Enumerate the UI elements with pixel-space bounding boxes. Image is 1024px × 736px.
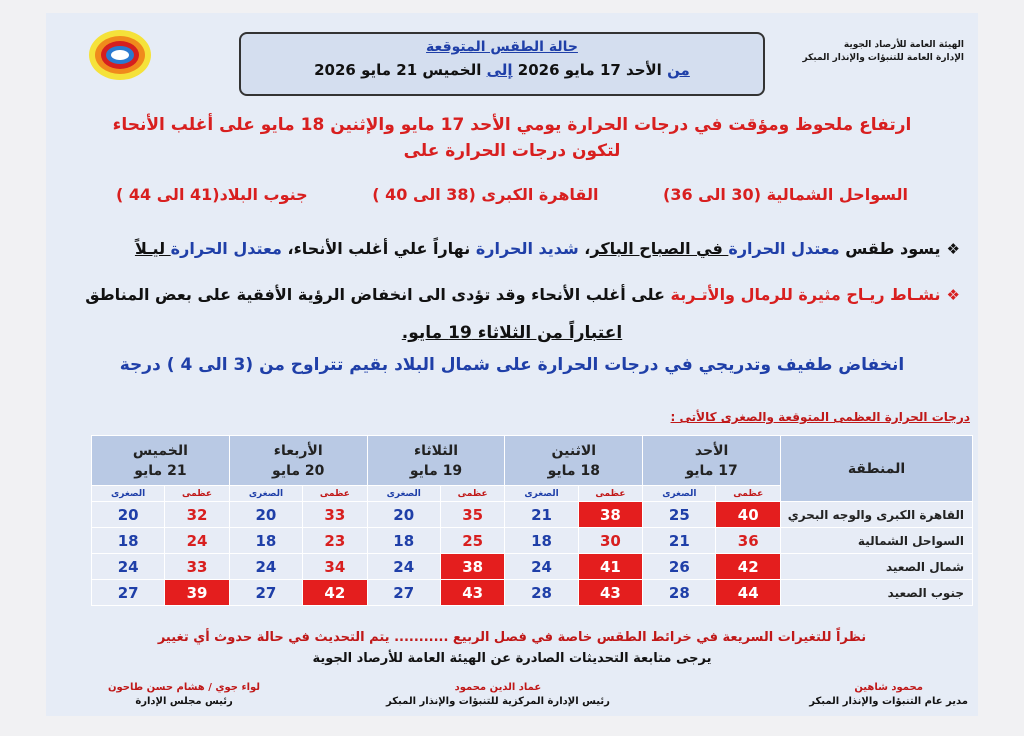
period-end: الخميس 21 مايو 2026 — [314, 61, 482, 79]
max-temp-cell: 35 — [440, 502, 505, 528]
min-temp-cell: 21 — [643, 528, 716, 554]
max-temp-cell: 38 — [440, 554, 505, 580]
min-temp-cell: 21 — [505, 502, 578, 528]
max-label: عظمى — [165, 486, 230, 502]
day-header: الاثنين 18 مايو — [505, 436, 643, 486]
max-label: عظمى — [303, 486, 368, 502]
max-temp-cell: 24 — [165, 528, 230, 554]
max-temp-cell: 34 — [303, 554, 368, 580]
region-name: القاهرة الكبرى والوجه البحري — [781, 502, 973, 528]
follow-updates-note: يرجى متابعة التحديثات الصادرة عن الهيئة العامة للأرصاد الجوية — [312, 651, 712, 666]
city-temperature-ranges — [116, 185, 908, 204]
signatory-name: عماد الدين محمود — [454, 682, 542, 693]
max-temp-cell: 43 — [578, 580, 643, 606]
signatory-role: رئيس الإدارة المركزية للتنبؤات والإنذار المبكر — [386, 696, 610, 707]
forecast-period — [241, 61, 763, 79]
min-temp-cell: 24 — [367, 554, 440, 580]
signature-block — [809, 681, 968, 709]
title-box — [239, 32, 765, 96]
min-temp-cell: 18 — [367, 528, 440, 554]
min-temp-cell: 27 — [229, 580, 302, 606]
max-temp-cell: 44 — [716, 580, 781, 606]
max-temp-cell: 32 — [165, 502, 230, 528]
signature-block — [386, 681, 610, 709]
max-temp-cell: 42 — [716, 554, 781, 580]
temperature-table — [91, 435, 973, 606]
organization-name — [802, 39, 964, 65]
max-label: عظمى — [578, 486, 643, 502]
max-temp-cell: 41 — [578, 554, 643, 580]
diamond-bullet-icon: ❖ — [946, 286, 960, 304]
max-temp-cell: 25 — [440, 528, 505, 554]
org-line-1: الهيئة العامة للأرصاد الجوية — [843, 40, 964, 50]
max-label: عظمى — [440, 486, 505, 502]
min-temp-cell: 24 — [92, 554, 165, 580]
min-temp-cell: 20 — [229, 502, 302, 528]
headline-line-1: ارتفاع ملحوظ ومؤقت في درجات الحرارة يومي الأحد 17 مايو والإثنين 18 مايو على أغلب الأنحاء — [112, 115, 912, 135]
day-header: الخميس 21 مايو — [92, 436, 230, 486]
max-temp-cell: 33 — [165, 554, 230, 580]
day-header: الثلاثاء 19 مايو — [367, 436, 505, 486]
min-label: الصغرى — [367, 486, 440, 502]
signatory-name: لواء جوي / هشام حسن طاحون — [108, 682, 261, 693]
min-temp-cell: 18 — [92, 528, 165, 554]
table-row — [92, 528, 973, 554]
cooling-note: انخفاض طفيف وتدريجي في درجات الحرارة على شمال البلاد بقيم تتراوح من (3 الى 4 ) درجة — [119, 355, 905, 375]
max-temp-cell: 38 — [578, 502, 643, 528]
region-name: جنوب الصعيد — [781, 580, 973, 606]
min-temp-cell: 27 — [92, 580, 165, 606]
table-row — [92, 554, 973, 580]
table-row — [92, 580, 973, 606]
min-label: الصغرى — [505, 486, 578, 502]
max-temp-cell: 43 — [440, 580, 505, 606]
signatory-role: مدير عام التنبؤات والإنذار المبكر — [809, 696, 968, 707]
max-temp-cell: 39 — [165, 580, 230, 606]
day-header: الأحد 17 مايو — [643, 436, 781, 486]
min-temp-cell: 28 — [643, 580, 716, 606]
min-label: الصغرى — [643, 486, 716, 502]
wind-start-date: اعتباراً من الثلاثاء 19 مايو. — [401, 323, 623, 343]
min-temp-cell: 24 — [505, 554, 578, 580]
signatory-name: محمود شاهين — [854, 682, 923, 693]
max-temp-cell: 23 — [303, 528, 368, 554]
weather-bullet-1: ❖يسود طقس معتدل الحرارة في الصباح الباكر، شديد الحرارة نهاراً علي أغلب الأنحاء، معتدل الحرارة ليـلاً — [134, 239, 960, 258]
min-temp-cell: 25 — [643, 502, 716, 528]
signatory-role: رئيس مجلس الإدارة — [135, 696, 233, 707]
headline-line-2: لتكون درجات الحرارة على — [403, 141, 621, 161]
period-from: من — [667, 61, 690, 79]
max-temp-cell: 33 — [303, 502, 368, 528]
period-start: الأحد 17 مايو 2026 — [517, 61, 662, 79]
forecast-title: حالة الطقس المتوقعة — [426, 39, 578, 55]
min-label: الصغرى — [229, 486, 302, 502]
region-name: شمال الصعيد — [781, 554, 973, 580]
min-temp-cell: 28 — [505, 580, 578, 606]
diamond-bullet-icon: ❖ — [946, 240, 960, 258]
max-temp-cell: 40 — [716, 502, 781, 528]
max-temp-cell: 42 — [303, 580, 368, 606]
signature-block — [108, 681, 260, 709]
min-temp-cell: 24 — [229, 554, 302, 580]
min-temp-cell: 18 — [505, 528, 578, 554]
period-to: إلى — [486, 61, 513, 79]
region-name: السواحل الشمالية — [781, 528, 973, 554]
org-line-2: الإدارة العامة للتنبؤات والإنذار المبكر — [802, 53, 964, 63]
min-temp-cell: 20 — [367, 502, 440, 528]
min-temp-cell: 26 — [643, 554, 716, 580]
north-coast-range: السواحل الشمالية (30 الى 36) — [663, 185, 908, 204]
south-range: جنوب البلاد(41 الى 44 ) — [116, 185, 308, 204]
min-temp-cell: 20 — [92, 502, 165, 528]
weather-bullet-2: ❖نشـاط ريـاح مثيرة للرمال والأتـربة على أغلب الأنحاء وقد تؤدى الى انخفاض الرؤية الأفقية على بعض المناطق — [85, 285, 960, 304]
max-temp-cell: 30 — [578, 528, 643, 554]
forecast-sheet — [46, 13, 978, 716]
update-notice: نظراً للتغيرات السريعة في خرائط الطقس خاصة في فصل الربيع ........... يتم التحديث في حالة حدوث أي تغيير — [157, 630, 867, 645]
max-label: عظمى — [716, 486, 781, 502]
day-header: الأربعاء 20 مايو — [229, 436, 367, 486]
min-label: الصغرى — [92, 486, 165, 502]
table-row — [92, 502, 973, 528]
min-temp-cell: 18 — [229, 528, 302, 554]
max-temp-cell: 36 — [716, 528, 781, 554]
meteorological-authority-logo — [88, 29, 152, 81]
region-header: المنطقة — [781, 436, 973, 502]
min-temp-cell: 27 — [367, 580, 440, 606]
greater-cairo-range: القاهرة الكبرى (38 الى 40 ) — [372, 185, 599, 204]
table-caption: درجات الحرارة العظمى المتوقعة والصغرى كالأتى : — [670, 410, 970, 424]
